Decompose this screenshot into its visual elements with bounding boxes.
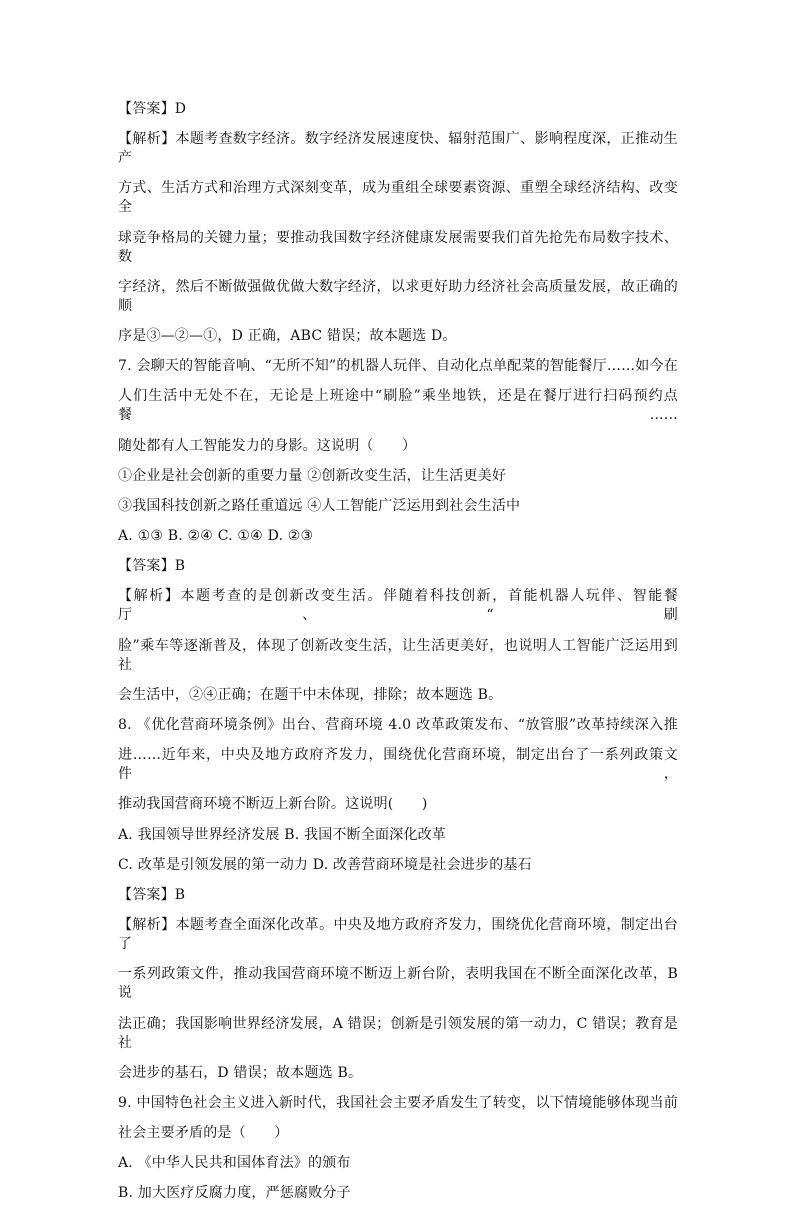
- text-line: 【解析】本题考查的是创新改变生活。伴随着科技创新，首能机器人玩伴、智能餐厅、“刷: [118, 588, 678, 624]
- text-line: 【答案】D: [118, 101, 187, 117]
- text-line: 随处都有人工智能发力的身影。这说明（ ）: [118, 437, 417, 454]
- text-line: A. 《中华人民共和国体育法》的颁布: [118, 1155, 351, 1172]
- text-line: 推动我国营商环境不断迈上新台阶。这说明( ): [118, 796, 428, 813]
- text-line: 球竞争格局的关键力量；要推动我国数字经济健康发展需要我们首先抢先布局数字技术、数: [118, 229, 678, 265]
- text-line: 序是③—②—①，D 正确，ABC 错误；故本题选 D。: [118, 327, 457, 344]
- text-line: ①企业是社会创新的重要力量 ②创新改变生活，让生活更美好: [118, 467, 507, 484]
- text-line: 会生活中，②④正确；在题干中未体现，排除；故本题选 B。: [118, 686, 503, 703]
- text-line: 方式、生活方式和治理方式深刻变革，成为重组全球要素资源、重塑全球经济结构、改变全: [118, 180, 678, 216]
- text-line: 人们生活中无处不在，无论是上班途中“刷脸”乘坐地铁，还是在餐厅进行扫码预约点餐……: [118, 388, 678, 424]
- document-page: [118, 100, 678, 1215]
- text-line: 会进步的基石，D 错误；故本题选 B。: [118, 1064, 363, 1081]
- text-line: C. 改革是引领发展的第一动力 D. 改善营商环境是社会进步的基石: [118, 856, 532, 873]
- text-line: ③我国科技创新之路任重道远 ④人工智能广泛运用到社会生活中: [118, 497, 521, 514]
- text-line: 脸”乘车等逐渐普及，体现了创新改变生活，让生活更美好，也说明人工智能广泛运用到社: [118, 637, 678, 673]
- text-line: 一系列政策文件，推动我国营商环境不断迈上新台阶，表明我国在不断全面深化改革，B 说: [118, 966, 678, 1002]
- text-line: 8. 《优化营商环境条例》出台、营商环境 4.0 改革政策发布、“放管服”改革持续深入推: [118, 717, 678, 733]
- text-line: 【解析】本题考查全面深化改革。中央及地方政府齐发力，围绕优化营商环境，制定出台了: [118, 917, 678, 953]
- text-line: 进……近年来，中央及地方政府齐发力，围绕优化营商环境，制定出台了一系列政策文件，: [118, 747, 678, 783]
- text-line: B. 加大医疗反腐力度，严惩腐败分子: [118, 1185, 351, 1202]
- text-line: 【答案】B: [118, 558, 186, 575]
- text-line: 9. 中国特色社会主义进入新时代，我国社会主要矛盾发生了转变，以下情境能够体现当前: [118, 1094, 678, 1111]
- text-line: A. ①③ B. ②④ C. ①④ D. ②③: [118, 528, 314, 545]
- text-line: 字经济，然后不断做强做优做大数字经济，以求更好助力经济社会高质量发展，故正确的顺: [118, 278, 678, 314]
- text-line: 【答案】B: [118, 886, 186, 903]
- text-line: 7. 会聊天的智能音响、“无所不知”的机器人玩伴、自动化点单配菜的智能餐厅……如今在: [118, 358, 678, 375]
- text-line: 【解析】本题考查数字经济。数字经济发展速度快、辐射范围广、影响程度深，正推动生产: [118, 131, 678, 167]
- text-line: A. 我国领导世界经济发展 B. 我国不断全面深化改革: [118, 826, 447, 843]
- text-line: 法正确；我国影响世界经济发展，A 错误；创新是引领发展的第一动力，C 错误；教育是社: [118, 1015, 678, 1051]
- text-line: 社会主要矛盾的是（ ）: [118, 1125, 289, 1142]
